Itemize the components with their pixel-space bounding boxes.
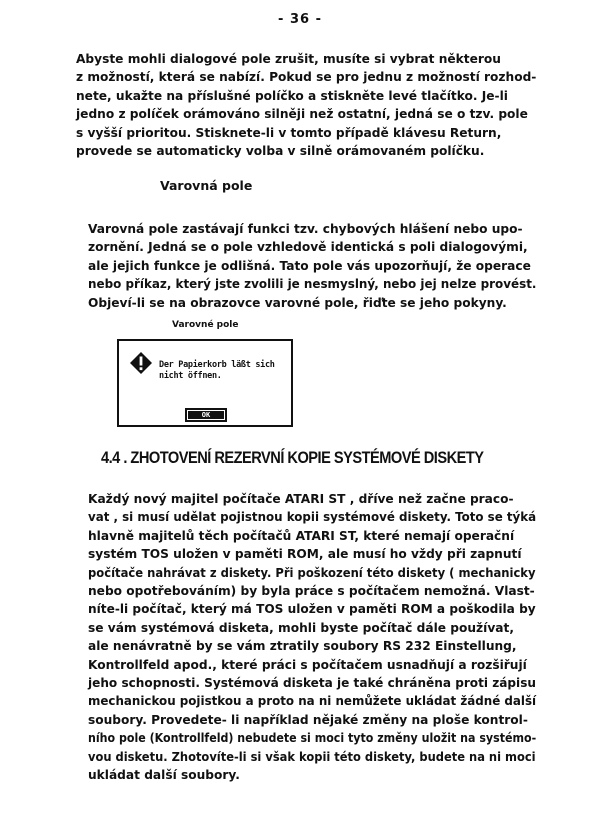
text-line: ale nenávratně by se vám ztratily soubory RS 232 Einstellung, [88, 639, 517, 654]
text-line: vou disketu. Zhotovíte-li si však kopii této diskety, budete na ni moci [88, 749, 536, 764]
text-line: jeho schopnosti. Systémová disketa je také chráněna proti zápisu [88, 676, 536, 691]
text-line: ukládat další soubory. [88, 768, 240, 783]
paragraph-warning-fields [88, 220, 536, 312]
text-line: Abyste mohli dialogové pole zrušit, musíte si vybrat některou [76, 52, 501, 66]
text-line: soubory. Provedete- li například nějaké změny na ploše kontrol- [88, 712, 528, 727]
ok-button-label: OK [188, 411, 224, 419]
text-line: systém TOS uložen v paměti ROM, ale musí ho vždy při zapnutí [88, 547, 522, 562]
text-line: ale jejich funkce je odlišná. Tato pole vás upozorňují, že operace [88, 258, 531, 273]
paragraph-backup-copy [88, 490, 536, 785]
text-line: níte-li počítač, který má TOS uložen v paměti ROM a poškodila by [88, 602, 536, 617]
dialog-message-line: nicht öffnen. [159, 371, 222, 381]
text-line: mechanickou pojistkou a proto na ni nemůžete ukládat žádné další [88, 694, 537, 709]
text-line: ního pole (Kontrollfeld) nebudete si moci tyto změny uložit na systémo- [88, 731, 537, 746]
text-line: Varovná pole zastávají funkci tzv. chybových hlášení nebo upo- [88, 222, 523, 236]
text-line: hlavně majitelů těch počítačů ATARI ST, které nemají operační [88, 528, 515, 543]
text-line: provede se automaticky volba v silně orámovaném políčku. [76, 144, 485, 159]
text-line: vat , si musí udělat pojistnou kopii systémové diskety. Toto se týká [88, 510, 537, 525]
text-line: z možností, která se nabízí. Pokud se pro jednu z možností rozhod- [76, 70, 537, 85]
figure-caption: Varovné pole [172, 320, 239, 330]
text-line: Každý nový majitel počítače ATARI ST , dříve než začne praco- [88, 492, 514, 506]
text-line: Kontrollfeld apod., které práci s počítačem usnadňují a rozšiřují [88, 657, 527, 672]
text-line: s vyšší prioritou. Stisknete-li v tomto případě klávesu Return, [76, 125, 502, 140]
dialog-message [159, 360, 275, 382]
text-line: Objeví-li se na obrazovce varovné pole, řiďte se jeho pokyny. [88, 295, 507, 310]
text-line: nebo příkaz, který jste zvolili je nesmyslný, nebo jej nelze provést. [88, 277, 537, 292]
dialog-message-line: Der Papierkorb läßt sich [159, 360, 275, 370]
subheading-warning-fields: Varovná pole [160, 178, 253, 193]
text-line: nebo opotřebováním) by byla práce s počítačem nemožná. Vlast- [88, 584, 535, 599]
warning-dialog-figure [117, 339, 293, 427]
section-heading: 4.4 . ZHOTOVENÍ REZERVNÍ KOPIE SYSTÉMOVÉ DISKETY [101, 448, 484, 467]
text-line: se vám systémová disketa, mohli byste počítač dále používat, [88, 620, 514, 635]
page-number: - 36 - [278, 12, 322, 27]
text-line: zornění. Jedná se o pole vzhledově identická s poli dialogovými, [88, 240, 528, 255]
exclamation-stop-icon [129, 351, 153, 375]
paragraph-dialog-cancel [76, 50, 536, 160]
text-line: počítače nahrávat z diskety. Při poškození této diskety ( mechanicky [88, 565, 536, 580]
ok-button[interactable] [185, 408, 227, 422]
text-line: jedno z políček orámováno silněji než ostatní, jedná se o tzv. pole [76, 107, 528, 122]
text-line: nete, ukažte na příslušné políčko a stiskněte levé tlačítko. Je-li [76, 88, 508, 103]
